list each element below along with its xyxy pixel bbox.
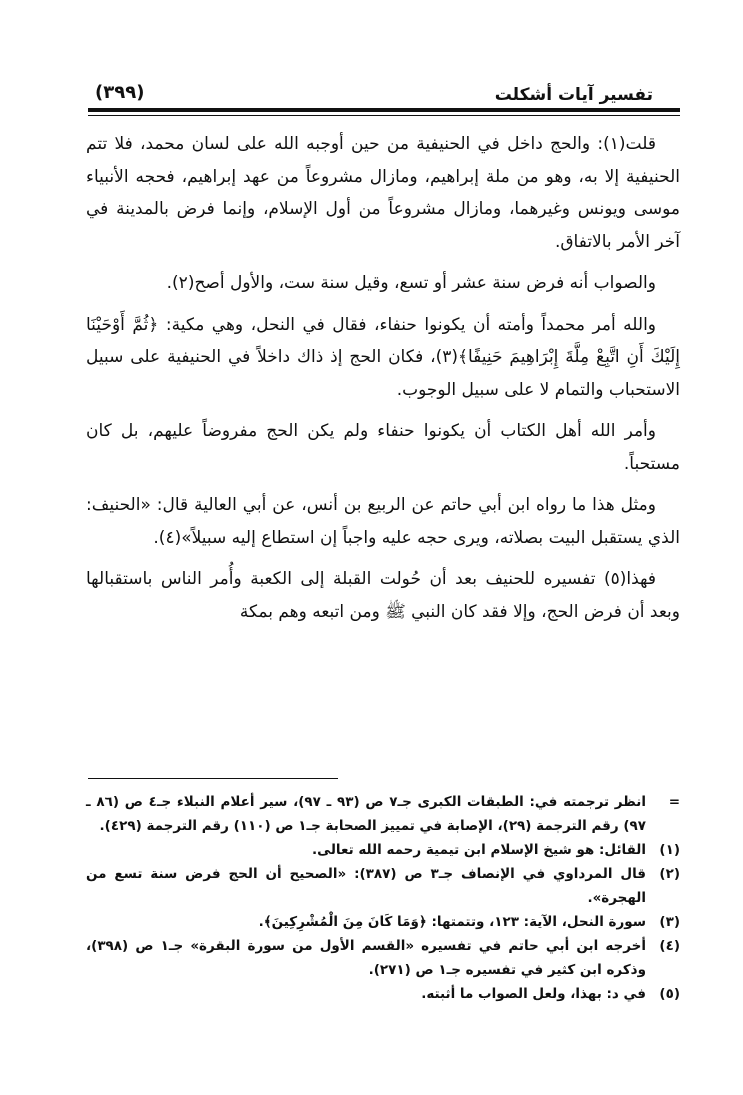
footnote-4	[86, 934, 680, 982]
footnote-mark: (١)	[659, 842, 680, 858]
header-rule-thin	[88, 115, 680, 116]
footnote-2	[86, 862, 680, 910]
footnote-text: في د: بهذا، ولعل الصواب ما أثبته.	[421, 986, 646, 1002]
footnote-text: قال المرداوي في الإنصاف جـ٣ ص (٣٨٧): «الصحيح أن الحج فرض سنة تسع من الهجرة».	[86, 866, 647, 906]
paragraph: قلت(١): والحج داخل في الحنيفية من حين أوجبه الله على لسان محمد، فلا تتم الحنيفية إلا به، وهو من ملة إبراهيم، ومازال مشروعاً من عهد إبراهيم، فحجه الأنبياء موسى ويونس وغيرهما، ومازال مشروعاً من أول الإسلام، وإنما فرض بالمدينة في آخر الأمر بالاتفاق.	[86, 134, 680, 252]
footnote-separator	[88, 778, 338, 779]
footnote-text: أخرجه ابن أبي حاتم في تفسيره «القسم الأول من سورة البقرة» جـ١ ص (٣٩٨)، وذكره ابن كثير في تفسيره جـ١ ص (٢٧١).	[86, 938, 646, 978]
paragraph: وأمر الله أهل الكتاب أن يكونوا حنفاء ولم يكن الحج مفروضاً عليهم، بل كان مستحباً.	[86, 421, 680, 474]
header-rule-thick	[88, 108, 680, 112]
page-number: (٣٩٩)	[95, 82, 145, 103]
footnote-mark: (٢)	[659, 866, 680, 882]
footnote-mark: (٤)	[659, 938, 680, 954]
paragraph: فهذا(٥) تفسيره للحنيف بعد أن حُولت القبلة إلى الكعبة وأُمر الناس باستقبالها وبعد أن فرض الحج، وإلا فقد كان النبي ﷺ ومن اتبعه وهم بمكة	[86, 569, 680, 622]
running-title: تفسير آيات أشكلت	[494, 85, 653, 105]
paragraph: ومثل هذا ما رواه ابن أبي حاتم عن الربيع بن أنس، عن أبي العالية قال: «الحنيف: الذي يستقبل البيت بصلاته، ويرى حجه عليه واجباً إن استطاع إليه سبيلاً»(٤).	[86, 495, 680, 548]
footnote-continued	[86, 790, 680, 838]
footnotes	[86, 790, 680, 1006]
paragraph: والله أمر محمداً وأمته أن يكونوا حنفاء، فقال في النحل، وهي مكية: ﴿ثُمَّ أَوْحَيْنَا إِلَيْكَ أَنِ اتَّبِعْ مِلَّةَ إِبْرَاهِيمَ حَنِيفًا﴾(٣)، فكان الحج إذ ذاك داخلاً في الحنيفية على سبيل الاستحباب والتمام لا على سبيل الوجوب.	[86, 314, 680, 400]
footnote-mark: (٥)	[659, 986, 680, 1002]
footnote-5	[86, 982, 680, 1006]
footnote-1	[86, 838, 680, 862]
footnote-3	[86, 910, 680, 934]
footnote-mark: =	[668, 794, 680, 810]
main-text	[86, 128, 680, 637]
footnote-text: سورة النحل، الآية: ١٢٣، وتتمتها: ﴿وَمَا كَانَ مِنَ الْمُشْرِكِينَ﴾.	[258, 914, 646, 930]
footnote-mark: (٣)	[659, 914, 680, 930]
footnote-text: انظر ترجمته في: الطبقات الكبرى جـ٧ ص (٩٣ ـ ٩٧)، سير أعلام النبلاء جـ٤ ص (٨٦ ـ ٩٧) رقم الترجمة (٢٩)، الإصابة في تمييز الصحابة جـ١ ص (١١٠) رقم الترجمة (٤٢٩).	[86, 794, 647, 834]
paragraph: والصواب أنه فرض سنة عشر أو تسع، وقيل سنة ست، والأول أصح(٢).	[166, 273, 656, 293]
footnote-text: القائل: هو شيخ الإسلام ابن تيمية رحمه الله تعالى.	[312, 842, 646, 858]
